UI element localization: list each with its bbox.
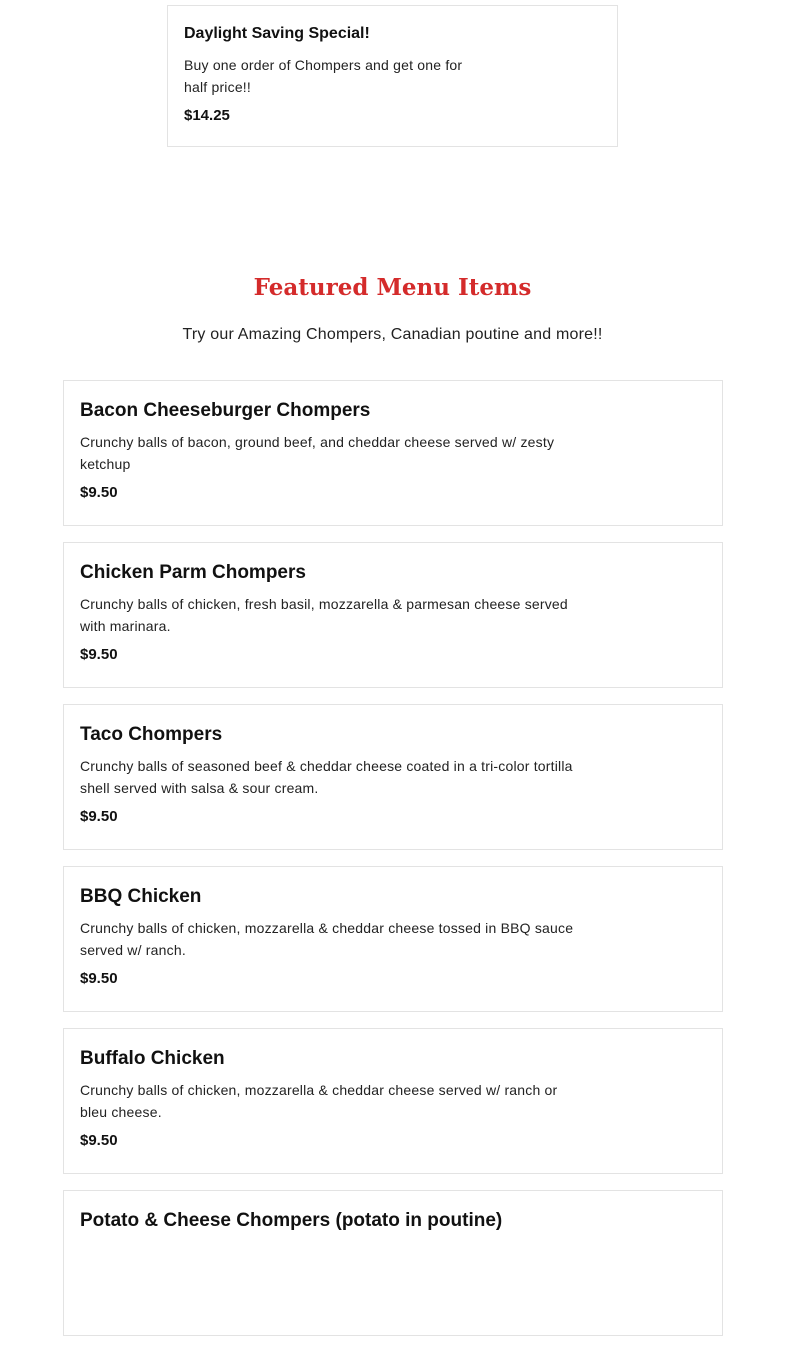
menu-item-name: Bacon Cheeseburger Chompers (80, 400, 371, 421)
menu-item-card[interactable] (63, 1028, 723, 1174)
menu-item-price: $9.50 (80, 484, 118, 501)
menu-item-card[interactable] (63, 704, 723, 850)
menu-item-price: $9.50 (80, 970, 118, 987)
menu-item-name: Buffalo Chicken (80, 1048, 225, 1069)
menu-item-name: Chicken Parm Chompers (80, 562, 306, 583)
menu-list (63, 380, 723, 1352)
menu-item-card[interactable] (63, 380, 723, 526)
menu-item-name: BBQ Chicken (80, 886, 202, 907)
menu-item-price: $9.50 (80, 646, 118, 663)
menu-item-name: Taco Chompers (80, 724, 223, 745)
menu-item-card[interactable] (63, 866, 723, 1012)
menu-item-description: Crunchy balls of bacon, ground beef, and cheddar cheese served w/ zesty ketchup (80, 434, 555, 472)
menu-item-card[interactable] (63, 542, 723, 688)
menu-item-description: Crunchy balls of chicken, fresh basil, mozzarella & parmesan cheese served with marinara. (80, 596, 568, 634)
menu-item-price: $9.50 (80, 808, 118, 825)
special-title: Daylight Saving Special! (184, 25, 370, 42)
special-description: Buy one order of Chompers and get one for half price!! (184, 57, 463, 95)
menu-item-description: Crunchy balls of chicken, mozzarella & cheddar cheese tossed in BBQ sauce served w/ ranch. (80, 920, 574, 958)
featured-section-title: Featured Menu Items (253, 274, 532, 301)
menu-item-price: $9.50 (80, 1132, 118, 1149)
menu-item-description: Crunchy balls of seasoned beef & cheddar cheese coated in a tri-color tortilla shell served with salsa & sour cream. (80, 758, 573, 796)
special-card[interactable] (167, 5, 618, 147)
special-price: $14.25 (184, 107, 230, 124)
menu-item-name: Potato & Cheese Chompers (potato in poutine) (80, 1210, 503, 1231)
featured-section-subtitle: Try our Amazing Chompers, Canadian poutine and more!! (182, 326, 603, 343)
menu-item-description: Crunchy balls of chicken, mozzarella & cheddar cheese served w/ ranch or bleu cheese. (80, 1082, 558, 1120)
menu-item-card[interactable] (63, 1190, 723, 1336)
